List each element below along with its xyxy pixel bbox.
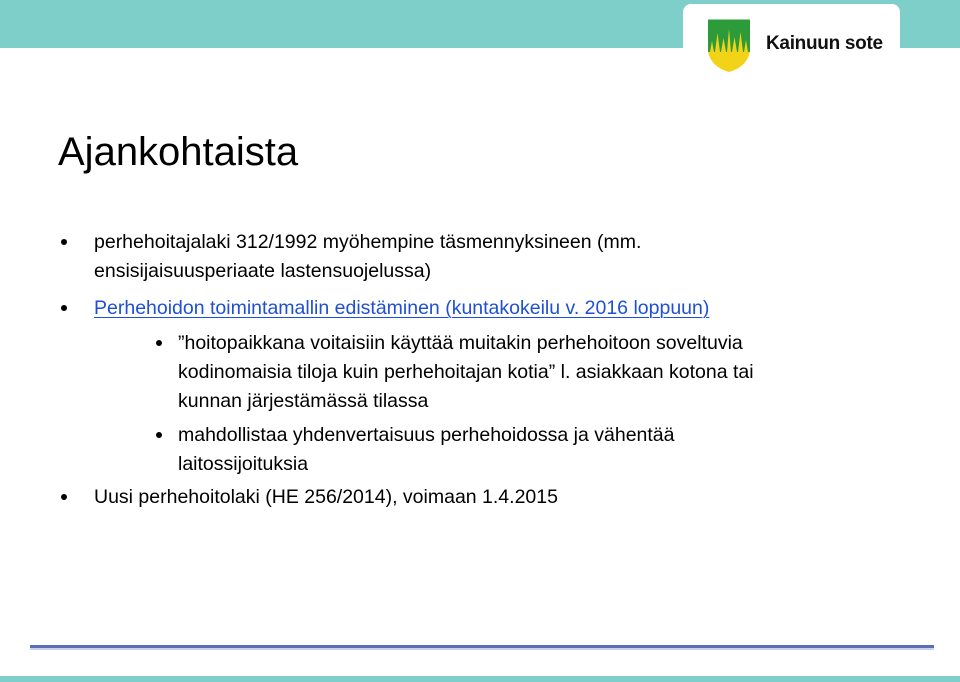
sub-list-item-continuation: kodinomaisia tiloja kuin perhehoitajan kotia” l. asiakkaan kotona tai <box>178 361 754 383</box>
list-item-continuation: ensisijaisuusperiaate lastensuojelussa) <box>94 260 432 282</box>
footer-divider-shadow <box>30 648 934 650</box>
sub-list-item-continuation: kunnan järjestämässä tilassa <box>178 390 429 412</box>
page-title: Ajankohtaista <box>58 130 299 174</box>
sub-list-item: mahdollistaa yhdenvertaisuus perhehoidossa ja vähentää <box>178 424 675 446</box>
list-item: perhehoitajalaki 312/1992 myöhempine täsmennyksineen (mm. <box>94 231 642 253</box>
logo-text: Kainuun sote <box>766 33 883 54</box>
bullet-dot <box>61 239 67 245</box>
kainuu-coat-of-arms-icon <box>706 19 752 73</box>
sub-bullet-dot <box>156 432 162 438</box>
perhehoito-link[interactable]: Perhehoidon toimintamallin edistäminen (kuntakokeilu v. 2016 loppuun) <box>94 297 710 319</box>
bullet-dot <box>61 494 67 500</box>
footer-band <box>0 676 960 682</box>
sub-list-item: ”hoitopaikkana voitaisiin käyttää muitakin perhehoitoon soveltuvia <box>178 332 743 354</box>
sub-list-item-continuation: laitossijoituksia <box>178 453 309 475</box>
list-item: Uusi perhehoitolaki (HE 256/2014), voimaan 1.4.2015 <box>94 486 558 508</box>
sub-bullet-dot <box>156 340 162 346</box>
bullet-dot <box>61 305 67 311</box>
